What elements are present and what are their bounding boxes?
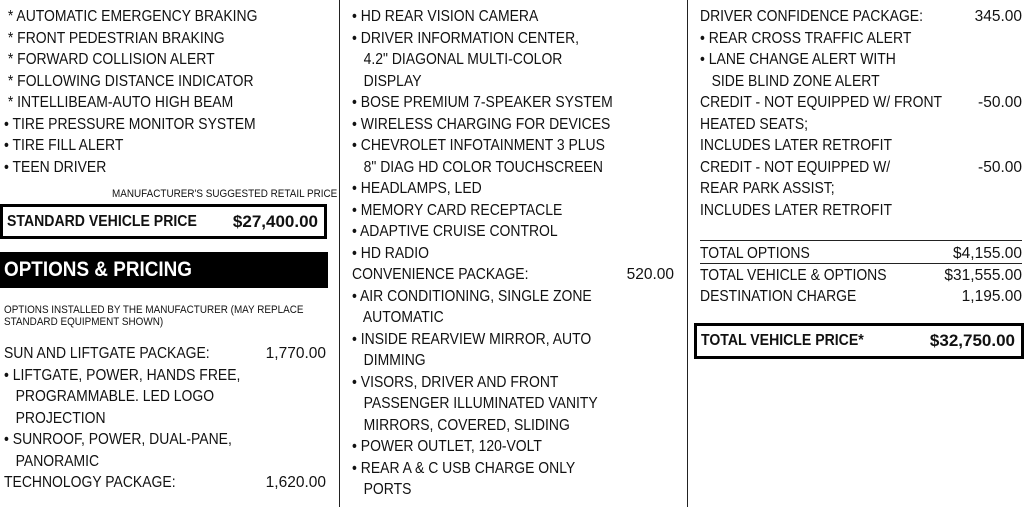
feature-line: * INTELLIBEAM-AUTO HIGH BEAM bbox=[4, 94, 234, 111]
credit-line: CREDIT - NOT EQUIPPED W/ bbox=[700, 158, 891, 176]
package-item: • POWER OUTLET, 120-VOLT bbox=[352, 438, 542, 455]
feature-line: * AUTOMATIC EMERGENCY BRAKING bbox=[4, 8, 258, 25]
feature-line: • CHEVROLET INFOTAINMENT 3 PLUS bbox=[352, 137, 605, 154]
total-options-label: TOTAL OPTIONS bbox=[700, 245, 810, 262]
package-item: AUTOMATIC bbox=[352, 309, 444, 326]
package-price: 345.00 bbox=[974, 8, 1022, 25]
totals-divider bbox=[700, 240, 1022, 241]
standard-price-box bbox=[0, 204, 327, 239]
package-price: 520.00 bbox=[626, 266, 674, 283]
package-item: • AIR CONDITIONING, SINGLE ZONE bbox=[352, 287, 592, 305]
package-item: • VISORS, DRIVER AND FRONT bbox=[352, 373, 559, 391]
standard-price-label: STANDARD VEHICLE PRICE bbox=[7, 213, 197, 230]
package-item: PANORAMIC bbox=[4, 452, 100, 470]
package-name: DRIVER CONFIDENCE PACKAGE: bbox=[700, 8, 923, 25]
package-item: MIRRORS, COVERED, SLIDING bbox=[352, 416, 570, 434]
package-item: • LANE CHANGE ALERT WITH bbox=[700, 51, 896, 68]
standard-price-value: $27,400.00 bbox=[232, 212, 318, 231]
column-divider-1 bbox=[339, 0, 340, 507]
feature-line: • HD REAR VISION CAMERA bbox=[352, 8, 539, 25]
total-price-label: TOTAL VEHICLE PRICE* bbox=[701, 332, 864, 349]
total-options-value: $4,155.00 bbox=[953, 245, 1022, 262]
destination-charge-label: DESTINATION CHARGE bbox=[700, 288, 857, 305]
package-name: CONVENIENCE PACKAGE: bbox=[352, 266, 529, 283]
package-item: • INSIDE REARVIEW MIRROR, AUTO bbox=[352, 330, 592, 348]
total-vehicle-options-label: TOTAL VEHICLE & OPTIONS bbox=[700, 266, 887, 284]
destination-charge-value: 1,195.00 bbox=[961, 288, 1022, 305]
feature-line: • MEMORY CARD RECEPTACLE bbox=[352, 201, 563, 219]
total-price-box bbox=[694, 323, 1024, 359]
package-price: 1,770.00 bbox=[265, 345, 326, 362]
package-item: PROJECTION bbox=[4, 409, 106, 427]
feature-line: • WIRELESS CHARGING FOR DEVICES bbox=[352, 115, 611, 133]
options-pricing-header bbox=[0, 252, 328, 288]
total-price-value: $32,750.00 bbox=[929, 331, 1015, 350]
column-divider-2 bbox=[687, 0, 688, 507]
credit-price: -50.00 bbox=[978, 94, 1022, 111]
feature-line: * FRONT PEDESTRIAN BRAKING bbox=[4, 29, 225, 47]
feature-line: • HD RADIO bbox=[352, 244, 429, 262]
package-name: SUN AND LIFTGATE PACKAGE: bbox=[4, 345, 210, 362]
feature-line: • ADAPTIVE CRUISE CONTROL bbox=[352, 223, 558, 240]
package-item: PORTS bbox=[352, 481, 412, 498]
package-name: TECHNOLOGY PACKAGE: bbox=[4, 474, 176, 491]
options-note: STANDARD EQUIPMENT SHOWN) bbox=[4, 316, 164, 328]
package-item: PROGRAMMABLE. LED LOGO bbox=[4, 388, 215, 405]
options-note: OPTIONS INSTALLED BY THE MANUFACTURER (MAY REPLACE bbox=[4, 304, 304, 316]
package-item: • REAR CROSS TRAFFIC ALERT bbox=[700, 29, 912, 47]
feature-line: 8" DIAG HD COLOR TOUCHSCREEN bbox=[352, 158, 603, 176]
feature-line: DISPLAY bbox=[352, 72, 422, 90]
package-item: • SUNROOF, POWER, DUAL-PANE, bbox=[4, 431, 232, 448]
total-vehicle-options-value: $31,555.00 bbox=[944, 266, 1022, 284]
feature-line: • TIRE PRESSURE MONITOR SYSTEM bbox=[4, 115, 256, 133]
msrp-label: MANUFACTURER'S SUGGESTED RETAIL PRICE bbox=[112, 188, 338, 200]
credit-line: INCLUDES LATER RETROFIT bbox=[700, 201, 892, 219]
package-item: DIMMING bbox=[352, 352, 426, 369]
options-pricing-title: OPTIONS & PRICING bbox=[4, 258, 192, 281]
feature-line: • HEADLAMPS, LED bbox=[352, 180, 482, 197]
feature-line: * FOLLOWING DISTANCE INDICATOR bbox=[4, 72, 254, 90]
credit-price: -50.00 bbox=[978, 158, 1022, 176]
feature-line: • BOSE PREMIUM 7-SPEAKER SYSTEM bbox=[352, 94, 613, 111]
package-item: • LIFTGATE, POWER, HANDS FREE, bbox=[4, 366, 241, 384]
feature-line: • TEEN DRIVER bbox=[4, 158, 107, 176]
feature-line: 4.2" DIAGONAL MULTI-COLOR bbox=[352, 51, 563, 68]
package-item: • REAR A & C USB CHARGE ONLY bbox=[352, 459, 576, 477]
feature-line: • TIRE FILL ALERT bbox=[4, 137, 124, 154]
credit-line: REAR PARK ASSIST; bbox=[700, 180, 835, 197]
package-item: SIDE BLIND ZONE ALERT bbox=[700, 72, 880, 90]
credit-line: HEATED SEATS; bbox=[700, 115, 809, 133]
feature-line: • DRIVER INFORMATION CENTER, bbox=[352, 29, 580, 47]
credit-line: INCLUDES LATER RETROFIT bbox=[700, 137, 892, 154]
credit-line: CREDIT - NOT EQUIPPED W/ FRONT bbox=[700, 94, 943, 111]
feature-line: * FORWARD COLLISION ALERT bbox=[4, 51, 215, 68]
package-item: PASSENGER ILLUMINATED VANITY bbox=[352, 395, 598, 412]
package-price: 1,620.00 bbox=[265, 474, 326, 491]
